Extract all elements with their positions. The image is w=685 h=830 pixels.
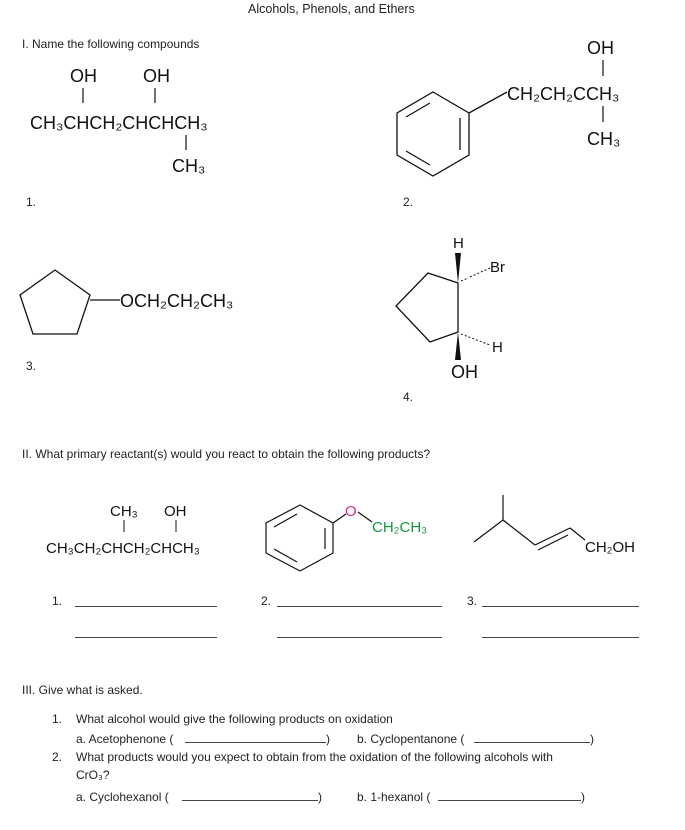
product-2-number: 2. <box>261 594 272 608</box>
compound-4-bromine: Br <box>490 259 505 276</box>
section-3-heading: III. Give what is asked. <box>22 683 143 697</box>
question-1a-label: a. Acetophenone ( <box>76 732 174 746</box>
compound-2-number: 2. <box>403 195 414 209</box>
compound-3-number: 3. <box>26 359 37 373</box>
compound-4-h-top: H <box>453 235 464 252</box>
question-2-text: What products would you expect to obtain from the oxidation of the following alcohols with <box>76 750 553 764</box>
question-1-number: 1. <box>52 712 63 726</box>
compound-4-number: 4. <box>403 390 414 404</box>
product-1-hydroxyl: OH <box>164 503 187 520</box>
section-2-heading: II. What primary reactant(s) would you react to obtain the following products? <box>22 447 431 461</box>
question-2b-label: b. 1-hexanol ( <box>357 790 431 804</box>
product-3-structure <box>474 495 635 556</box>
answer-line-1b[interactable] <box>75 637 217 638</box>
compound-2-oh: OH <box>587 38 614 58</box>
product-1-main-chain: CH₃CH₂CHCH₂CHCH₃ <box>46 540 200 557</box>
compound-4-h-bottom: H <box>492 339 503 356</box>
question-2a-label: a. Cyclohexanol ( <box>76 790 169 804</box>
product-1-methyl: CH₃ <box>110 503 138 520</box>
compound-3-structure <box>20 270 233 334</box>
answer-line-q2b[interactable] <box>438 800 581 801</box>
answer-line-3b[interactable] <box>482 637 639 638</box>
answer-line-1a[interactable] <box>75 606 217 607</box>
compound-2-structure <box>397 38 620 176</box>
compound-1-oh-left: OH <box>70 66 97 86</box>
page-title: Alcohols, Phenols, and Ethers <box>248 2 415 16</box>
answer-line-2b[interactable] <box>277 637 442 638</box>
section-1-heading: I. Name the following compounds <box>22 37 200 51</box>
compound-1-oh-right: OH <box>143 66 170 86</box>
compound-4-hydroxyl: OH <box>451 362 478 382</box>
product-1-structure <box>46 503 200 557</box>
question-1-text: What alcohol would give the following products on oxidation <box>76 712 393 726</box>
question-1b-label: b. Cyclopentanone ( <box>357 732 465 746</box>
compound-4-structure <box>396 235 505 382</box>
answer-line-3a[interactable] <box>482 606 639 607</box>
question-2-number: 2. <box>52 750 63 764</box>
answer-line-q1a[interactable] <box>185 742 326 743</box>
compound-1-main-chain: CH₃CHCH₂CHCHCH₃ <box>30 113 208 133</box>
question-2-reagent: CrO₃? <box>76 768 110 782</box>
product-3-number: 3. <box>467 594 478 608</box>
question-1b-close: ) <box>590 732 594 746</box>
question-1a-close: ) <box>326 732 330 746</box>
compound-2-chain: CH₂CH₂CCH₃ <box>507 84 620 104</box>
product-3-hydroxymethyl: CH₂OH <box>585 539 635 556</box>
compound-2-methyl: CH₃ <box>587 129 621 149</box>
product-2-ethyl-group: CH₂CH₃ <box>372 519 428 536</box>
product-2-oxygen: O <box>345 503 357 520</box>
answer-line-q2a[interactable] <box>182 800 318 801</box>
compound-1-structure <box>30 66 208 176</box>
answer-line-2a[interactable] <box>277 606 442 607</box>
answer-line-q1b[interactable] <box>474 742 590 743</box>
compound-3-ether-group: OCH₂CH₂CH₃ <box>120 291 234 311</box>
product-2-structure <box>266 503 427 571</box>
compound-1-number: 1. <box>26 195 37 209</box>
product-1-number: 1. <box>52 594 63 608</box>
question-2b-close: ) <box>581 790 585 804</box>
question-2a-close: ) <box>318 790 322 804</box>
compound-1-methyl: CH₃ <box>172 156 206 176</box>
